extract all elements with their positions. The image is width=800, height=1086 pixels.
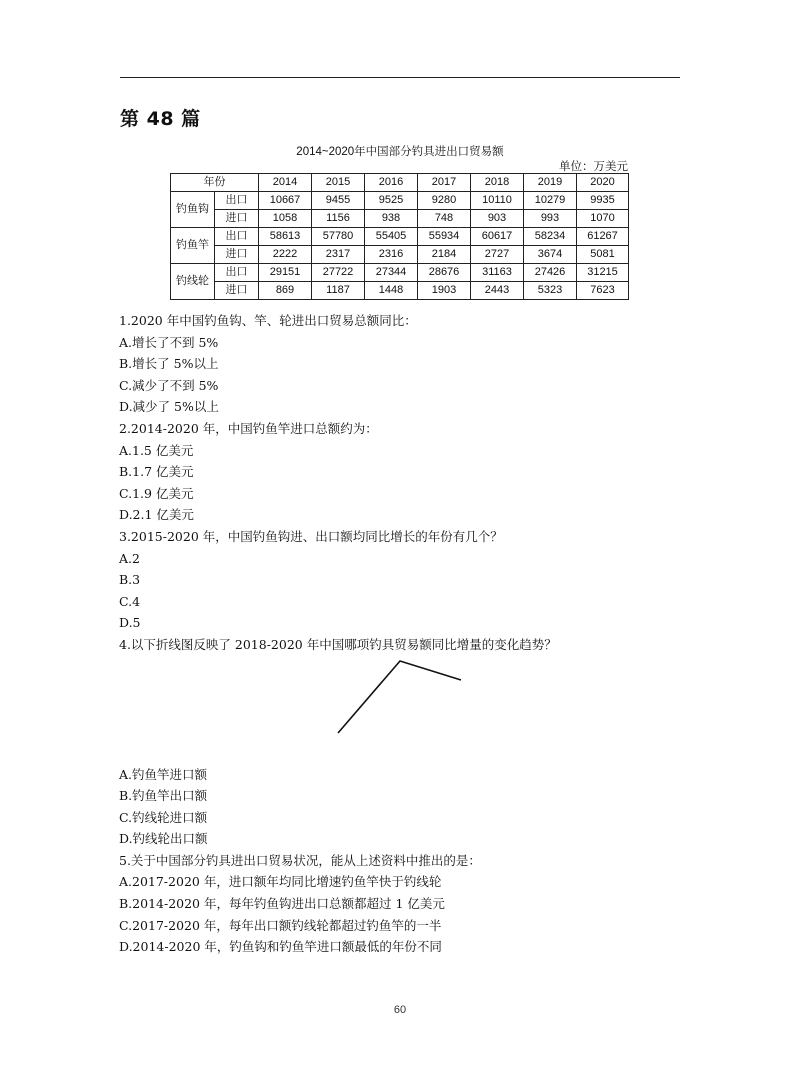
value-cell: 31163 bbox=[471, 264, 524, 282]
trade-type-cell: 进口 bbox=[215, 210, 259, 228]
question-stem: 2.2014-2020 年，中国钓鱼竿进口总额约为： bbox=[119, 420, 378, 436]
value-cell: 903 bbox=[471, 210, 524, 228]
year-cell: 2016 bbox=[365, 174, 418, 192]
answer-option[interactable]: D.减少了 5%以上 bbox=[119, 399, 219, 415]
answer-option[interactable]: D.2.1 亿美元 bbox=[119, 507, 194, 523]
value-cell: 748 bbox=[418, 210, 471, 228]
question-stem: 4.以下折线图反映了 2018-2020 年中国哪项钓具贸易额同比增量的变化趋势？ bbox=[119, 636, 557, 652]
page-number: 60 bbox=[393, 1004, 407, 1016]
trade-table bbox=[170, 173, 629, 300]
answer-option[interactable]: A.增长了不到 5% bbox=[119, 334, 219, 350]
year-header: 年份 bbox=[171, 174, 259, 192]
answer-option[interactable]: B.增长了 5%以上 bbox=[119, 356, 219, 372]
value-cell: 58613 bbox=[259, 228, 312, 246]
question-stem: 1.2020 年中国钓鱼钩、竿、轮进出口贸易总额同比： bbox=[119, 313, 417, 328]
answer-option[interactable]: D.钓线轮出口额 bbox=[119, 831, 208, 847]
value-cell: 9935 bbox=[577, 192, 629, 210]
trade-type-cell: 进口 bbox=[215, 282, 259, 300]
value-cell: 2222 bbox=[259, 246, 312, 264]
question-stem: 3.2015-2020 年，中国钓鱼钩进、出口额均同比增长的年份有几个？ bbox=[119, 528, 503, 544]
answer-option[interactable]: A.2017-2020 年，进口额年均同比增速钓鱼竿快于钓线轮 bbox=[119, 874, 442, 890]
value-cell: 2443 bbox=[471, 282, 524, 300]
table-row bbox=[171, 246, 629, 264]
question-stem: 5.关于中国部分钓具进出口贸易状况，能从上述资料中推出的是： bbox=[119, 852, 481, 868]
value-cell: 1070 bbox=[577, 210, 629, 228]
table-header-row bbox=[171, 174, 629, 192]
value-cell: 869 bbox=[259, 282, 312, 300]
year-cell: 2015 bbox=[312, 174, 365, 192]
answer-option[interactable]: C.4 bbox=[119, 593, 141, 609]
answer-option[interactable]: B.钓鱼竿出口额 bbox=[119, 788, 208, 804]
value-cell: 9455 bbox=[312, 192, 365, 210]
answer-option[interactable]: C.1.9 亿美元 bbox=[119, 485, 194, 501]
answer-option[interactable]: B.1.7 亿美元 bbox=[119, 464, 194, 480]
value-cell: 2316 bbox=[365, 246, 418, 264]
value-cell: 55934 bbox=[418, 228, 471, 246]
answer-option[interactable]: C.钓线轮进口额 bbox=[119, 809, 208, 825]
value-cell: 1058 bbox=[259, 210, 312, 228]
value-cell: 28676 bbox=[418, 264, 471, 282]
value-cell: 7623 bbox=[577, 282, 629, 300]
answer-option[interactable]: C.减少了不到 5% bbox=[119, 377, 219, 393]
value-cell: 1156 bbox=[312, 210, 365, 228]
answer-option[interactable]: D.2014-2020 年，钓鱼钩和钓鱼竿进口额最低的年份不同 bbox=[119, 939, 442, 955]
value-cell: 938 bbox=[365, 210, 418, 228]
category-cell: 钓鱼竿 bbox=[171, 228, 215, 264]
value-cell: 1187 bbox=[312, 282, 365, 300]
answer-option[interactable]: A.1.5 亿美元 bbox=[119, 442, 194, 458]
year-cell: 2019 bbox=[524, 174, 577, 192]
value-cell: 2184 bbox=[418, 246, 471, 264]
trade-type-cell: 出口 bbox=[215, 264, 259, 282]
question-list bbox=[119, 310, 689, 958]
category-cell: 钓线轮 bbox=[171, 264, 215, 300]
value-cell: 27344 bbox=[365, 264, 418, 282]
value-cell: 2317 bbox=[312, 246, 365, 264]
value-cell: 55405 bbox=[365, 228, 418, 246]
value-cell: 10667 bbox=[259, 192, 312, 210]
value-cell: 993 bbox=[524, 210, 577, 228]
value-cell: 58234 bbox=[524, 228, 577, 246]
value-cell: 2727 bbox=[471, 246, 524, 264]
table-row bbox=[171, 228, 629, 246]
answer-option[interactable]: A.钓鱼竿进口额 bbox=[119, 766, 208, 782]
answer-option[interactable]: C.2017-2020 年，每年出口额钓线轮都超过钓鱼竿的一半 bbox=[119, 917, 442, 933]
table-unit: 单位：万美元 bbox=[559, 161, 628, 173]
value-cell: 27426 bbox=[524, 264, 577, 282]
year-cell: 2017 bbox=[418, 174, 471, 192]
table-title: 2014~2020年中国部分钓具进出口贸易额 bbox=[296, 146, 504, 158]
year-cell: 2018 bbox=[471, 174, 524, 192]
value-cell: 5081 bbox=[577, 246, 629, 264]
value-cell: 31215 bbox=[577, 264, 629, 282]
answer-option[interactable]: B.2014-2020 年，每年钓鱼钩进出口总额都超过 1 亿美元 bbox=[119, 896, 445, 912]
trade-type-cell: 出口 bbox=[215, 228, 259, 246]
table-row bbox=[171, 264, 629, 282]
value-cell: 27722 bbox=[312, 264, 365, 282]
table-row bbox=[171, 282, 629, 300]
answer-option[interactable]: A.2 bbox=[119, 550, 140, 566]
answer-option[interactable]: B.3 bbox=[119, 572, 141, 588]
trade-type-cell: 出口 bbox=[215, 192, 259, 210]
value-cell: 61267 bbox=[577, 228, 629, 246]
header-rule bbox=[120, 77, 680, 78]
page-heading: 第 48 篇 bbox=[120, 108, 201, 130]
trend-line-figure bbox=[334, 655, 468, 739]
table-row bbox=[171, 210, 629, 228]
answer-option[interactable]: D.5 bbox=[119, 615, 141, 631]
value-cell: 10279 bbox=[524, 192, 577, 210]
value-cell: 57780 bbox=[312, 228, 365, 246]
value-cell: 60617 bbox=[471, 228, 524, 246]
value-cell: 29151 bbox=[259, 264, 312, 282]
year-cell: 2020 bbox=[577, 174, 629, 192]
trend-line bbox=[338, 661, 461, 733]
category-cell: 钓鱼钩 bbox=[171, 192, 215, 228]
value-cell: 10110 bbox=[471, 192, 524, 210]
table-row bbox=[171, 192, 629, 210]
trade-type-cell: 进口 bbox=[215, 246, 259, 264]
value-cell: 1903 bbox=[418, 282, 471, 300]
value-cell: 9525 bbox=[365, 192, 418, 210]
value-cell: 1448 bbox=[365, 282, 418, 300]
value-cell: 9280 bbox=[418, 192, 471, 210]
value-cell: 5323 bbox=[524, 282, 577, 300]
value-cell: 3674 bbox=[524, 246, 577, 264]
year-cell: 2014 bbox=[259, 174, 312, 192]
